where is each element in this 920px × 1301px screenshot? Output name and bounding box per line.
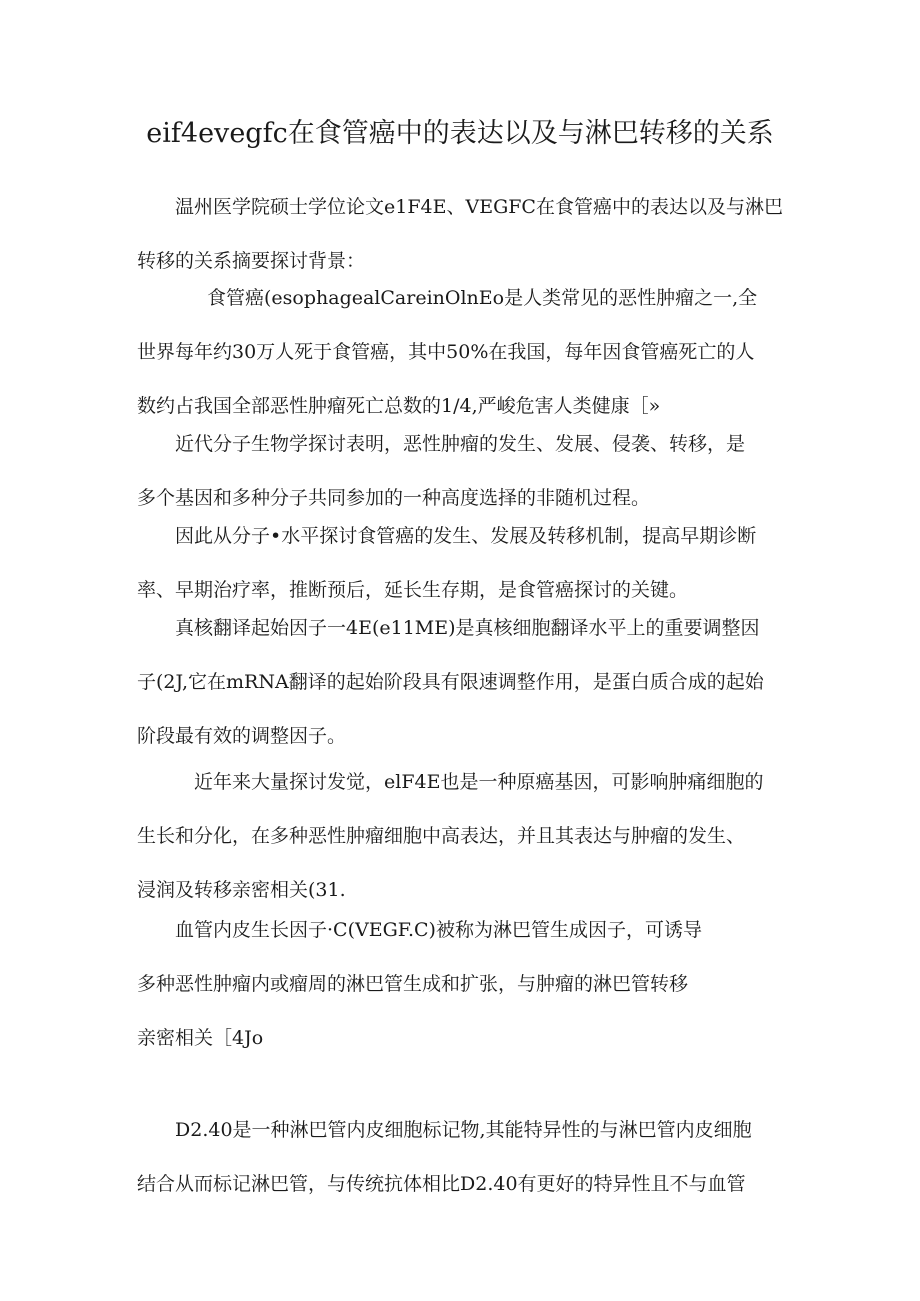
paragraph-line: 近年来大量探讨发觉，elF4E也是一种原癌基因，可影响肿痛细胞的 bbox=[194, 771, 764, 793]
paragraph-line: 世界每年约30万人死于食管癌，其中50%在我国，每年因食管癌死亡的人 bbox=[137, 341, 755, 363]
paragraph-5 bbox=[0, 601, 764, 763]
paragraph-line: 生长和分化，在多种恶性肿瘤细胞中高表达，并且其表达与肿瘤的发生、 bbox=[137, 825, 746, 847]
paragraph-line: 阶段最有效的调整因子。 bbox=[137, 725, 347, 747]
paragraph-line: D2.40是一种淋巴管内皮细胞标记物,其能特异性的与淋巴管内皮细胞 bbox=[175, 1119, 752, 1141]
paragraph-7 bbox=[0, 903, 702, 1065]
paragraph-line: 真核翻译起始因子一4E(e11ME)是真核细胞翻译水平上的重要调整因 bbox=[175, 617, 760, 639]
paragraph-6 bbox=[0, 755, 763, 917]
paragraph-line: 子(2J,它在mRNA翻译的起始阶段具有限速调整作用，是蛋白质合成的起始 bbox=[137, 671, 764, 693]
paragraph-line: 多种恶性肿瘤内或瘤周的淋巴管生成和扩张，与肿瘤的淋巴管转移 bbox=[137, 973, 689, 995]
paragraph-line: 温州医学院硕士学位论文e1F4E、VEGFC在食管癌中的表达以及与淋巴 bbox=[175, 196, 783, 218]
paragraph-line: 多个基因和多种分子共同参加的一种高度选择的非随机过程。 bbox=[137, 487, 651, 509]
paragraph-line: 血管内皮生长因子·C(VEGF.C)被称为淋巴管生成因子，可诱导 bbox=[175, 919, 702, 941]
paragraph-line: 近代分子生物学探讨表明，恶性肿瘤的发生、发展、侵袭、转移，是 bbox=[175, 433, 746, 455]
paragraph-line: 转移的关系摘要探讨背景： bbox=[137, 250, 366, 272]
paragraph-line: 浸润及转移亲密相关(31. bbox=[137, 879, 346, 901]
paragraph-2 bbox=[0, 271, 757, 433]
document-title: eif4evegfc在食管癌中的表达以及与淋巴转移的关系 bbox=[146, 118, 774, 149]
paragraph-line: 因此从分子•水平探讨食管癌的发生、发展及转移机制，提高早期诊断 bbox=[175, 525, 757, 547]
paragraph-8 bbox=[0, 1103, 752, 1211]
paragraph-line: 亲密相关［4Jo bbox=[137, 1027, 264, 1049]
paragraph-line: 数约占我国全部恶性肿瘤死亡总数的1/4,严峻危害人类健康［» bbox=[137, 395, 661, 417]
paragraph-line: 结合从而标记淋巴管，与传统抗体相比D2.40有更好的特异性且不与血管 bbox=[137, 1173, 746, 1195]
paragraph-line: 率、早期治疗率，推断预后，延长生存期，是食管癌探讨的关键。 bbox=[137, 579, 689, 601]
paragraph-line: 食管癌(esophagealCareinOlnEo是人类常见的恶性肿瘤之一,全 bbox=[207, 287, 758, 309]
